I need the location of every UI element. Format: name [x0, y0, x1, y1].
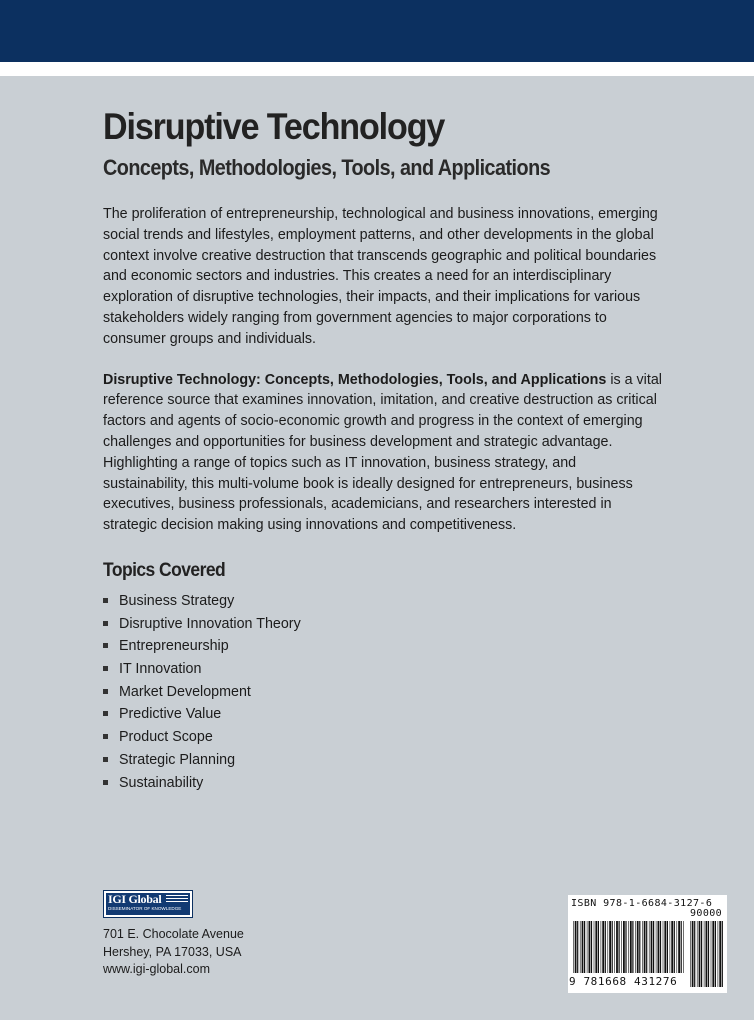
barcode-bar: [663, 921, 664, 973]
top-color-band: [0, 0, 754, 62]
barcode-bar: [594, 921, 595, 973]
barcode-bar: [722, 921, 723, 987]
topic-label: Product Scope: [119, 729, 213, 746]
barcode-bar: [632, 921, 633, 973]
isbn-number: ISBN 978-1-6684-3127-6: [571, 898, 713, 909]
square-bullet-icon: [103, 666, 108, 671]
book-subtitle: Concepts, Methodologies, Tools, and Applications: [103, 155, 551, 180]
barcode-bar: [660, 921, 661, 973]
isbn-barcode: [568, 895, 727, 993]
barcode-bar: [699, 921, 701, 987]
topic-label: Predictive Value: [119, 706, 222, 723]
barcode-bar: [601, 921, 602, 973]
barcode-bar: [671, 921, 673, 973]
barcode-bar: [639, 921, 640, 973]
barcode-bar: [628, 921, 629, 973]
barcode-bar: [589, 921, 591, 973]
barcode-bar: [692, 921, 694, 987]
barcode-bar: [712, 921, 714, 987]
topic-label: Strategic Planning: [119, 751, 236, 768]
barcode-bar: [718, 921, 719, 987]
barcode-bar: [602, 921, 604, 973]
barcode-bar: [637, 921, 639, 973]
barcode-bar: [674, 921, 675, 973]
address-line-1: 701 E. Chocolate Avenue: [103, 927, 244, 941]
topic-label: IT Innovation: [119, 661, 202, 678]
barcode-bar: [619, 921, 620, 973]
igi-global-logo: [103, 890, 193, 918]
description-paragraph-1: The proliferation of entrepreneurship, technological and business innovations, emerging social trends and lifestyles, employment patterns, and other developments in the global context involve creative destruction that transcends geographic and political boundaries and economic sectors and industries. This creates a need for an interdisciplinary exploration of disruptive technologies, their impacts, and their implications for various stakeholders widely ranging from government agencies to major corporations to consumer groups and individuals.: [103, 206, 658, 347]
barcode-bar: [621, 921, 622, 973]
topic-item: [103, 681, 663, 704]
topics-heading: Topics Covered: [103, 559, 226, 581]
topic-item: [103, 749, 663, 772]
barcode-bar: [708, 921, 709, 987]
white-divider-strip: [0, 62, 754, 76]
publisher-website: www.igi-global.com: [103, 962, 210, 976]
barcode-bar: [608, 921, 609, 973]
barcode-bar: [651, 921, 653, 973]
barcode-bar: [697, 921, 698, 987]
barcode-bar: [623, 921, 625, 973]
topic-item: [103, 590, 663, 613]
barcode-bar: [711, 921, 712, 987]
barcode-bar: [701, 921, 702, 987]
barcode-bar: [575, 921, 577, 973]
topic-item: [103, 772, 663, 795]
topic-label: Entrepreneurship: [119, 638, 229, 655]
paragraph-2-book-title: Disruptive Technology: Concepts, Methodologies, Tools, and Applications: [103, 371, 607, 388]
barcode-bar: [582, 921, 584, 973]
logo-stripes-icon: [166, 895, 188, 904]
square-bullet-icon: [103, 621, 108, 626]
book-title: Disruptive Technology: [103, 106, 445, 147]
barcode-bar: [625, 921, 626, 973]
barcode-bar: [635, 921, 636, 973]
barcode-bar: [630, 921, 632, 973]
publisher-address: [103, 926, 244, 979]
barcode-bar: [694, 921, 695, 987]
barcode-bar: [658, 921, 660, 973]
barcode-bar: [609, 921, 611, 973]
barcode-bar: [577, 921, 578, 973]
barcode-bar: [719, 921, 721, 987]
paragraph-2-body: is a vital reference source that examines innovation, imitation, and creative destruction as critical factors and agents of socio-economic growth and progress in the context of emerging challenges and opportunities for business development and strategic advantage. Highlighting a range of topics such as IT innovation, business strategy, and sustainability, this multi-volume book is ideally designed for entrepreneurs, business executives, business professionals, academicians, and researchers interested in strategic decision making using innovations and competitiveness.: [103, 371, 662, 534]
barcode-bar: [706, 921, 708, 987]
topic-item: [103, 703, 663, 726]
square-bullet-icon: [103, 734, 108, 739]
barcode-bar: [616, 921, 618, 973]
barcode-bar: [614, 921, 615, 973]
square-bullet-icon: [103, 780, 108, 785]
barcode-bar: [704, 921, 705, 987]
topics-list: [103, 590, 663, 794]
topic-label: Market Development: [119, 683, 251, 700]
logo-tagline: DISSEMINATOR OF KNOWLEDGE: [108, 906, 182, 911]
barcode-bar: [598, 921, 599, 973]
barcode-bar: [656, 921, 657, 973]
barcode-bar: [683, 921, 684, 973]
barcode-bar: [677, 921, 678, 973]
main-barcode-bars: [573, 921, 685, 973]
barcode-bar: [670, 921, 671, 973]
barcode-bar: [573, 921, 574, 973]
topic-item: [103, 635, 663, 658]
barcode-bar: [646, 921, 647, 973]
description-paragraph-2: [103, 370, 663, 536]
square-bullet-icon: [103, 757, 108, 762]
topic-label: Disruptive Innovation Theory: [119, 615, 301, 632]
topic-item: [103, 726, 663, 749]
square-bullet-icon: [103, 689, 108, 694]
barcode-bar: [587, 921, 588, 973]
barcode-bar: [642, 921, 643, 973]
barcode-bar: [644, 921, 646, 973]
barcode-bar: [690, 921, 691, 987]
addon-barcode-bars: [690, 921, 724, 987]
barcode-bar: [667, 921, 668, 973]
barcode-bar: [653, 921, 654, 973]
logo-name: IGI Global: [108, 892, 162, 906]
price-code: 90000: [690, 908, 723, 919]
barcode-bar: [612, 921, 613, 973]
barcode-bar: [584, 921, 585, 973]
barcode-bar: [681, 921, 682, 973]
address-line-2: Hershey, PA 17033, USA: [103, 944, 242, 959]
barcode-bar: [580, 921, 581, 973]
topic-item: [103, 658, 663, 681]
publisher-block: [103, 890, 244, 979]
barcode-bar: [678, 921, 680, 973]
barcode-bar: [605, 921, 606, 973]
topic-item: [103, 613, 663, 636]
barcode-bar: [649, 921, 650, 973]
topic-label: Business Strategy: [119, 592, 235, 609]
square-bullet-icon: [103, 598, 108, 603]
barcode-bar: [664, 921, 666, 973]
ean-digits: 9 781668 431276: [569, 975, 678, 988]
topic-label: Sustainability: [119, 774, 204, 791]
barcode-bar: [715, 921, 716, 987]
barcode-bar: [595, 921, 597, 973]
barcode-bar: [591, 921, 592, 973]
back-cover-content: [103, 104, 663, 794]
square-bullet-icon: [103, 711, 108, 716]
square-bullet-icon: [103, 643, 108, 648]
